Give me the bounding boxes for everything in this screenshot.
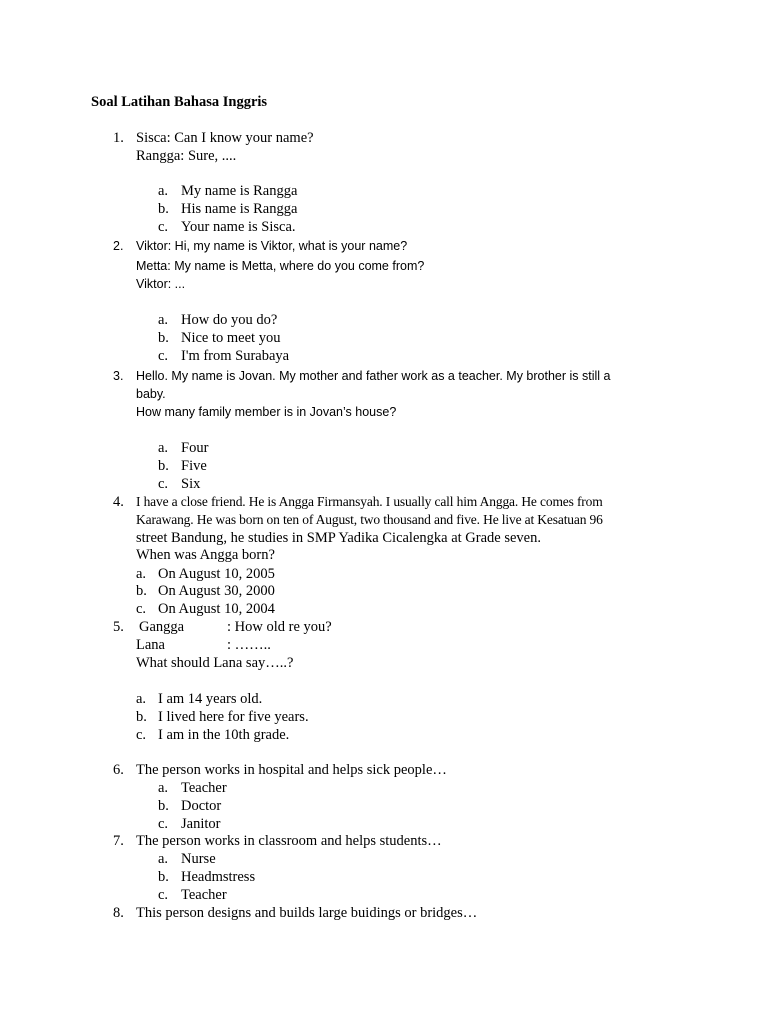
question-number: 2.	[113, 239, 124, 253]
option-text: Headmstress	[181, 869, 256, 885]
option-text: Nice to meet you	[181, 330, 281, 346]
option-letter: b.	[158, 458, 169, 474]
question-number: 1.	[113, 130, 124, 146]
option-text: I lived here for five years.	[158, 709, 309, 725]
option-text: Teacher	[181, 887, 227, 903]
question-line: I have a close friend. He is Angga Firmansyah. I usually call him Angga. He comes from	[136, 494, 603, 509]
option-text: My name is Rangga	[181, 183, 298, 199]
speaker-name: Gangga	[139, 619, 185, 635]
question-number: 5.	[113, 619, 124, 635]
option-text: I am in the 10th grade.	[158, 727, 290, 743]
question-line: This person designs and builds large buidings or bridges…	[136, 905, 478, 921]
question-line: The person works in classroom and helps students…	[136, 833, 442, 849]
option-letter: b.	[136, 709, 147, 725]
speaker-line: : ……..	[227, 637, 271, 653]
question-line: What should Lana say…..?	[136, 655, 294, 671]
page-title: Soal Latihan Bahasa Inggris	[91, 94, 268, 110]
option-letter: b.	[158, 869, 169, 885]
question-number: 7.	[113, 833, 124, 849]
question-number: 3.	[113, 369, 124, 383]
option-text: Nurse	[181, 851, 216, 867]
question-line: Sisca: Can I know your name?	[136, 130, 314, 146]
question-number: 6.	[113, 762, 124, 778]
option-letter: c.	[158, 887, 169, 903]
option-text: Your name is Sisca.	[181, 219, 296, 235]
option-text: How do you do?	[181, 312, 278, 328]
option-text: Janitor	[181, 816, 221, 832]
option-letter: b.	[136, 583, 147, 599]
option-text: Six	[181, 476, 201, 492]
option-letter: a.	[136, 566, 147, 582]
option-letter: c.	[136, 727, 147, 743]
option-letter: c.	[158, 219, 169, 235]
option-text: Five	[181, 458, 207, 474]
option-letter: c.	[158, 348, 169, 364]
option-text: I am 14 years old.	[158, 691, 263, 707]
option-letter: a.	[136, 691, 147, 707]
speaker-name: Lana	[136, 637, 165, 653]
speaker-line: : How old re you?	[227, 619, 332, 635]
question-line: street Bandung, he studies in SMP Yadika Cicalengka at Grade seven.	[136, 530, 541, 546]
option-letter: a.	[158, 183, 169, 199]
question-line: The person works in hospital and helps sick people…	[136, 762, 447, 778]
option-text: His name is Rangga	[181, 201, 298, 217]
option-letter: b.	[158, 798, 169, 814]
question-line: Hello. My name is Jovan. My mother and father work as a teacher. My brother is still a	[136, 369, 611, 383]
option-letter: a.	[158, 851, 169, 867]
question-line: When was Angga born?	[136, 547, 275, 563]
question-line: How many family member is in Jovan’s house?	[136, 405, 397, 419]
question-number: 8.	[113, 905, 124, 921]
option-text: On August 10, 2005	[158, 566, 275, 582]
option-text: I'm from Surabaya	[181, 348, 290, 364]
option-letter: a.	[158, 312, 169, 328]
option-text: Doctor	[181, 798, 222, 814]
option-letter: b.	[158, 201, 169, 217]
question-line: Viktor: ...	[136, 277, 186, 291]
question-line: Viktor: Hi, my name is Viktor, what is your name?	[136, 239, 408, 253]
question-line: baby.	[136, 387, 166, 401]
option-text: Four	[181, 440, 209, 456]
option-text: On August 30, 2000	[158, 583, 275, 599]
option-letter: a.	[158, 440, 169, 456]
option-letter: b.	[158, 330, 169, 346]
option-text: On August 10, 2004	[158, 601, 275, 617]
question-number: 4.	[113, 494, 124, 510]
option-text: Teacher	[181, 780, 227, 796]
question-line: Rangga: Sure, ....	[136, 148, 237, 164]
option-letter: c.	[158, 816, 169, 832]
question-line: Metta: My name is Metta, where do you come from?	[136, 259, 425, 273]
option-letter: c.	[136, 601, 147, 617]
question-line: Karawang. He was born on ten of August, two thousand and five. He live at Kesatuan 96	[136, 512, 603, 527]
option-letter: a.	[158, 780, 169, 796]
option-letter: c.	[158, 476, 169, 492]
